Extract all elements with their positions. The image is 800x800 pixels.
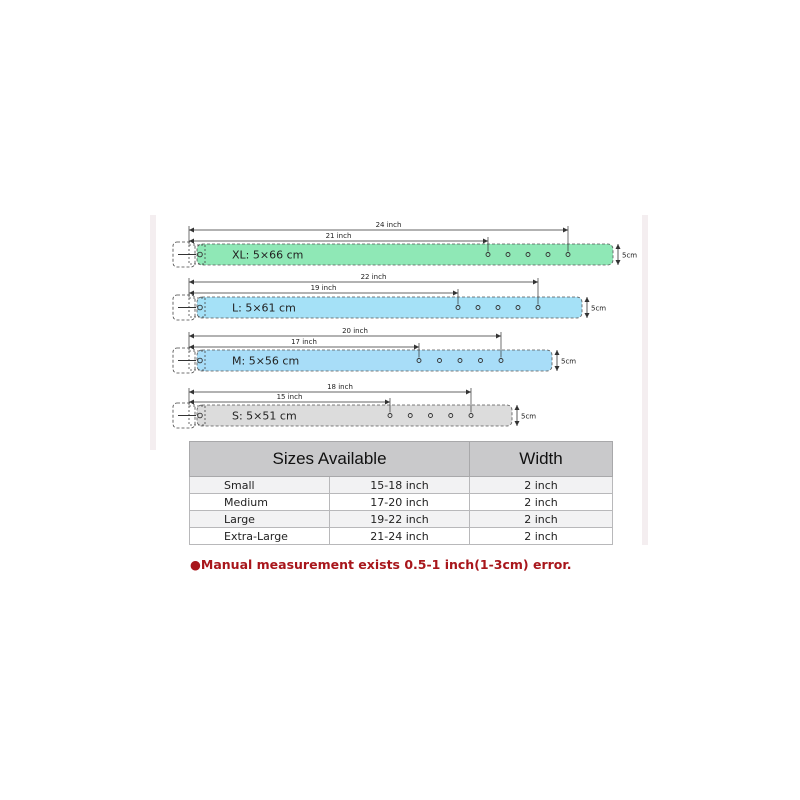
outer-dimension-line-arrow-left xyxy=(189,280,194,285)
inner-dimension-line-arrow-left xyxy=(189,400,194,405)
width-arrow-top xyxy=(585,297,590,302)
outer-dimension-line-arrow-right xyxy=(533,280,538,285)
size-range: 15-18 inch xyxy=(330,477,470,494)
size-width: 2 inch xyxy=(470,511,613,528)
outer-dimension-label: 24 inch xyxy=(375,221,402,229)
table-row xyxy=(190,511,613,528)
width-arrow-bottom xyxy=(585,313,590,318)
width-label: 5cm xyxy=(561,357,577,366)
belt-size-label: XL: 5×66 cm xyxy=(232,248,304,262)
inner-dimension-line-arrow-right xyxy=(414,345,419,350)
inner-dimension-line-arrow-left xyxy=(189,239,194,244)
width-arrow-bottom xyxy=(555,366,560,371)
size-table xyxy=(189,441,613,545)
outer-dimension-line-arrow-right xyxy=(496,334,501,339)
size-name: Small xyxy=(190,477,330,494)
outer-dimension-line-arrow-right xyxy=(563,228,568,233)
outer-dimension-label: 22 inch xyxy=(360,273,387,281)
outer-dimension-label: 18 inch xyxy=(327,383,353,391)
belt-size-label: M: 5×56 cm xyxy=(232,354,300,368)
outer-dimension-line-arrow-left xyxy=(189,334,194,339)
table-row xyxy=(190,477,613,494)
width-arrow-bottom xyxy=(616,260,621,265)
belt-size-label: S: 5×51 cm xyxy=(232,409,297,423)
size-width: 2 inch xyxy=(470,477,613,494)
size-name: Large xyxy=(190,511,330,528)
table-row xyxy=(190,494,613,511)
size-table-header xyxy=(190,442,613,477)
outer-dimension-line-arrow-right xyxy=(466,390,471,395)
size-name: Extra-Large xyxy=(190,528,330,545)
size-width: 2 inch xyxy=(470,494,613,511)
header-sizes-available: Sizes Available xyxy=(190,442,470,477)
outer-dimension-line-arrow-left xyxy=(189,228,194,233)
measurement-error-note: ●Manual measurement exists 0.5-1 inch(1-3cm) error. xyxy=(190,557,572,572)
outer-dimension-line-arrow-left xyxy=(189,390,194,395)
size-range: 17-20 inch xyxy=(330,494,470,511)
table-row xyxy=(190,528,613,545)
inner-dimension-line-arrow-right xyxy=(453,291,458,296)
width-label: 5cm xyxy=(622,251,638,260)
size-range: 19-22 inch xyxy=(330,511,470,528)
belt-size-label: L: 5×61 cm xyxy=(232,301,296,315)
size-width: 2 inch xyxy=(470,528,613,545)
inner-dimension-label: 15 inch xyxy=(276,393,303,401)
size-range: 21-24 inch xyxy=(330,528,470,545)
header-width: Width xyxy=(470,442,613,477)
width-arrow-bottom xyxy=(515,421,520,426)
inner-dimension-label: 21 inch xyxy=(325,232,352,240)
inner-dimension-line-arrow-left xyxy=(189,345,194,350)
outer-dimension-label: 20 inch xyxy=(342,327,368,335)
inner-dimension-label: 19 inch xyxy=(310,284,337,292)
inner-dimension-label: 17 inch xyxy=(291,338,317,346)
width-arrow-top xyxy=(555,350,560,355)
width-label: 5cm xyxy=(591,304,607,313)
width-arrow-top xyxy=(515,405,520,410)
size-name: Medium xyxy=(190,494,330,511)
inner-dimension-line-arrow-right xyxy=(385,400,390,405)
inner-dimension-line-arrow-right xyxy=(483,239,488,244)
width-arrow-top xyxy=(616,244,621,249)
width-label: 5cm xyxy=(521,412,537,421)
